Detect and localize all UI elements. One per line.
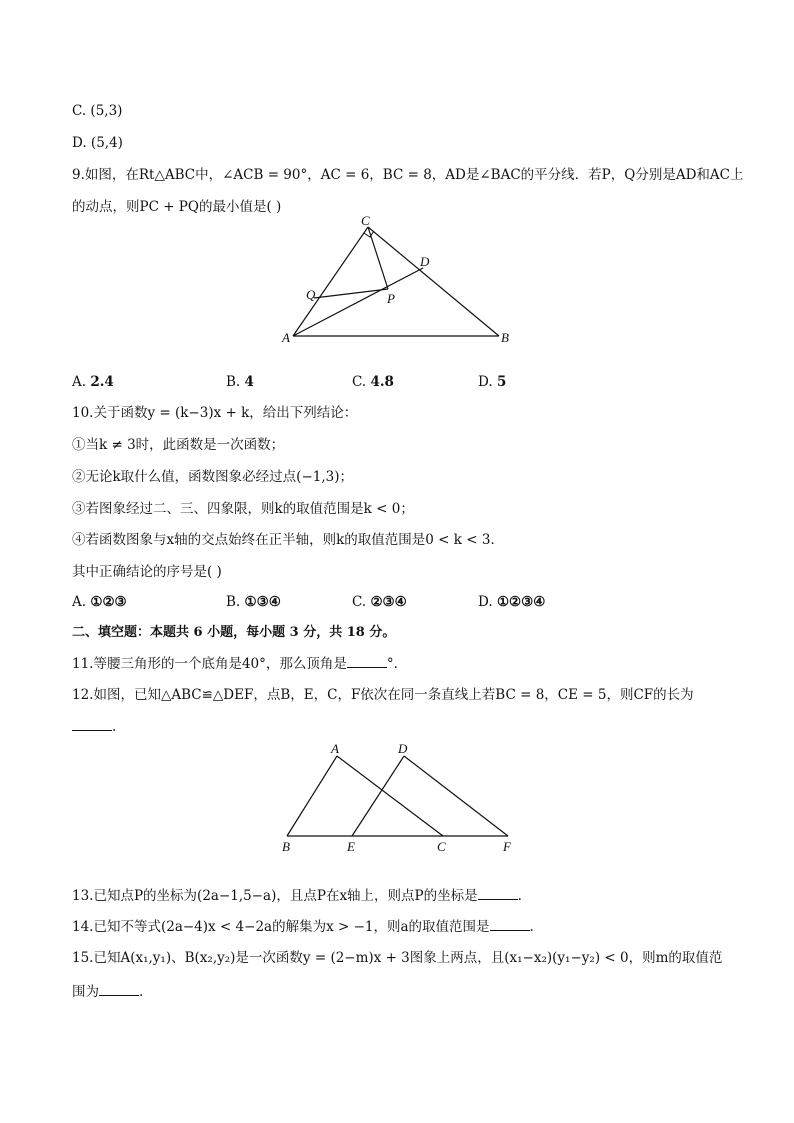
q12-answer-blank[interactable]	[72, 718, 112, 731]
q14-answer-blank[interactable]	[490, 918, 530, 931]
label-q: Q	[306, 287, 316, 302]
q15-text-line1: 15.已知A(x₁,y₁)、B(x₂,y₂)是一次函数y = (2−m)x + 3图象上两点，且(x₁−x₂)(y₁−y₂) < 0，则m的取值范	[72, 950, 723, 966]
q12-suffix: .	[112, 719, 117, 735]
q14-line	[72, 918, 534, 936]
q9-option-c[interactable]: C. 4.8	[352, 374, 394, 390]
section-2-heading: 二、填空题：本题共 6 小题，每小题 3 分，共 18 分。	[72, 625, 396, 640]
q9-option-d[interactable]: D. 5	[478, 374, 507, 390]
q13-answer-blank[interactable]	[478, 887, 518, 900]
q10-option-d[interactable]: D. ①②③④	[478, 594, 546, 610]
segment-cb	[368, 227, 499, 336]
q11-suffix: °.	[386, 656, 398, 672]
q12-text-line1: 12.如图，已知△ABC≌△DEF，点B，E，C，F依次在同一条直线上若BC = 8，CE = 5，则CF的长为	[72, 687, 694, 703]
option-d-prev: D. (5,4)	[72, 135, 123, 151]
label-a: A	[331, 741, 339, 756]
q12-congruent-triangles-figure	[270, 738, 530, 858]
q10-ask: 其中正确结论的序号是( )	[72, 564, 222, 580]
option-c-prev: C. (5,3)	[72, 103, 123, 119]
q10-option-b[interactable]: B. ①③④	[226, 594, 281, 610]
q11-text: 11.等腰三角形的一个底角是40°，那么顶角是	[72, 656, 347, 672]
q12-line2	[72, 718, 116, 736]
q10-statement-3: ③若图象经过二、三、四象限，则k的取值范围是k < 0；	[72, 501, 414, 517]
q10-option-a[interactable]: A. ①②③	[72, 594, 127, 610]
q15-answer-blank[interactable]	[99, 983, 139, 996]
q13-line	[72, 887, 522, 905]
q9-triangle-figure	[270, 212, 530, 352]
segment-ac	[293, 227, 368, 336]
q10-option-c[interactable]: C. ②③④	[352, 594, 407, 610]
label-e: E	[347, 839, 355, 854]
label-d: D	[398, 741, 408, 756]
label-b: B	[501, 330, 509, 345]
q9-option-a[interactable]: A. 2.4	[72, 374, 114, 390]
q10-statement-2: ②无论k取什么值，函数图象必经过点(−1,3)；	[72, 469, 353, 485]
q15-line2	[72, 983, 143, 1001]
q15-suffix: .	[139, 984, 144, 1000]
label-d: D	[420, 254, 430, 269]
q10-text-line1: 10.关于函数y = (k−3)x + k，给出下列结论：	[72, 405, 358, 421]
label-c: C	[361, 213, 370, 228]
q13-text: 13.已知点P的坐标为(2a−1,5−a)，且点P在x轴上，则点P的坐标是	[72, 888, 478, 904]
q15-text-line2: 围为	[72, 984, 99, 1000]
segment-ac	[337, 756, 443, 836]
label-p: P	[387, 291, 395, 306]
segment-ba	[287, 756, 337, 836]
q9-text-line1: 9.如图，在Rt△ABC中，∠ACB = 90°，AC = 6，BC = 8，AD是∠BAC的平分线．若P，Q分别是AD和AC上	[72, 167, 744, 183]
q11-answer-blank[interactable]	[347, 655, 387, 668]
label-a: A	[282, 330, 290, 345]
q10-statement-4: ④若函数图象与x轴的交点始终在正半轴，则k的取值范围是0 < k < 3．	[72, 532, 504, 548]
q10-statement-1: ①当k ≠ 3时，此函数是一次函数；	[72, 437, 285, 453]
segment-ad	[293, 268, 423, 336]
label-b: B	[282, 839, 290, 854]
q9-option-b[interactable]: B. 4	[226, 374, 254, 390]
q9-text-line2: 的动点，则PC + PQ的最小值是( )	[72, 199, 282, 215]
q14-text: 14.已知不等式(2a−4)x < 4−2a的解集为x > −1，则a的取值范围是	[72, 919, 490, 935]
segment-df	[404, 756, 508, 836]
q14-suffix: .	[529, 919, 534, 935]
label-f: F	[503, 839, 511, 854]
segment-ed	[352, 756, 404, 836]
q11-line	[72, 655, 398, 673]
q13-suffix: .	[517, 888, 522, 904]
label-c: C	[437, 839, 446, 854]
